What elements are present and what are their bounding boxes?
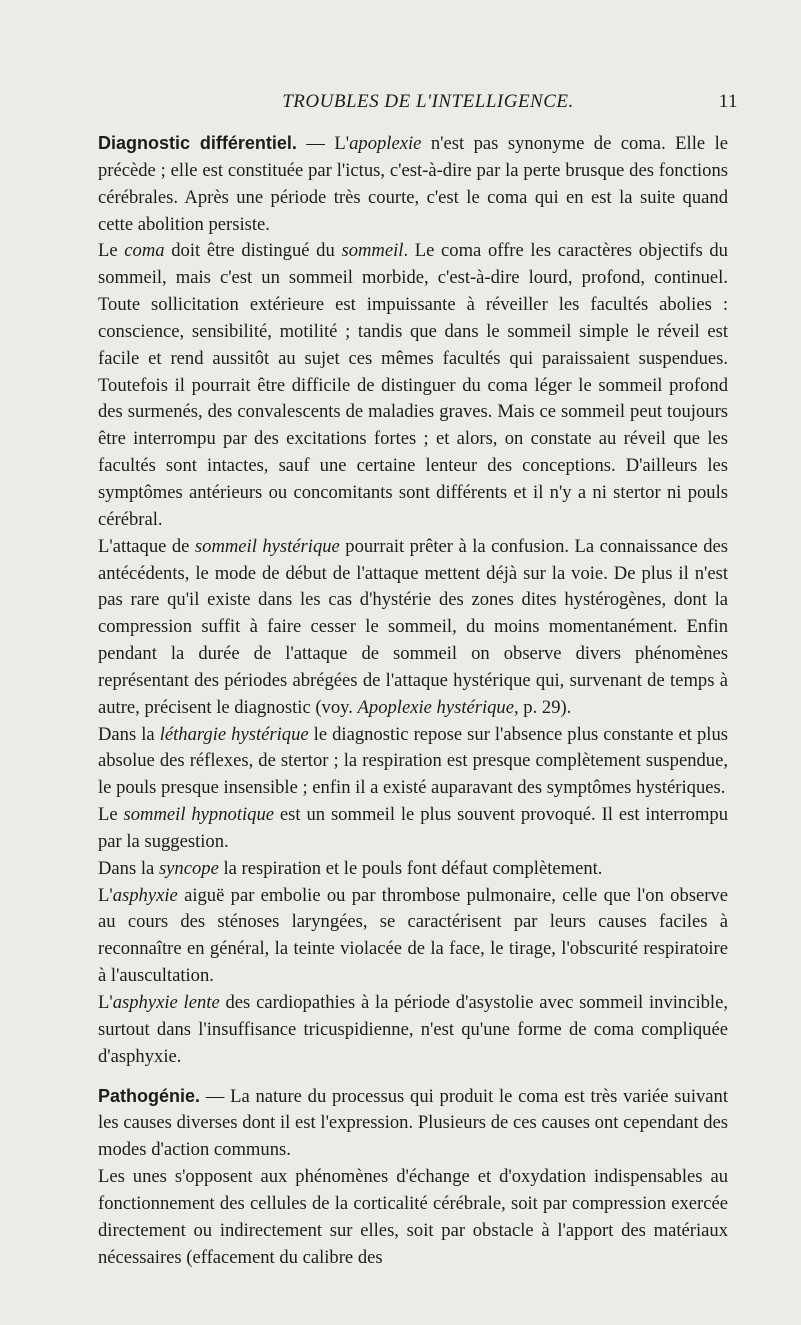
paragraph-lethargie: Dans la léthargie hystérique le diagnostic repose sur l'absence plus constante et plus absolue des réflexes, de stertor ; la respiration est presque complètement suspendue, le pouls presque insensible ; enfin il a existé auparavant des symptômes hystériques. [98, 723, 729, 799]
paragraph-asphyxie-lente: L'asphyxie lente des cardiopathies à la période d'asystolie avec sommeil invincible, surtout dans l'insuffisance tricuspidienne, n'est qu'une forme de coma compliquée d'asphyxie. [98, 992, 728, 1067]
paragraph-pathogenie-intro: Pathogénie. — La nature du processus qui produit le coma est très variée suivant les causes diverses dont il est l'expression. Plusieurs de ces causes ont cependant des modes d'action communs. [98, 1085, 728, 1161]
section-heading-pathogenie: Pathogénie. [98, 1085, 201, 1106]
paragraph-sommeil-hypnotique: Le sommeil hypnotique est un sommeil le plus souvent provoqué. Il est interrompu par la suggestion. [98, 804, 729, 852]
paragraph-coma-sommeil: Le coma doit être distingué du sommeil. Le coma offre les caractères objectifs du sommeil, mais c'est un sommeil morbide, c'est-à-dire lourd, profond, continuel. Toute sollicitation extérieure est impuissante à réveiller les facultés abolies : conscience, sensibilité, motilité ; tandis que dans le sommeil simple le réveil est facile et rend aussitôt au sujet ces mêmes facultés qui paraissaient suspendues. Toutefois il pourrait être difficile de distinguer du coma léger le sommeil profond des surmenés, des convalescents de maladies graves. Mais ce sommeil peut toujours être interrompu par des excitations fortes ; et alors, on constate au réveil que les facultés sont intactes, sauf une certaine lenteur des conceptions. D'ailleurs les symptômes antérieurs ou concomitants sont différents et il n'y a ni stertor ni pouls cérébral. [98, 240, 728, 530]
section-spacer [98, 1071, 728, 1083]
body-text [98, 130, 728, 1271]
paragraph-syncope: Dans la syncope la respiration et le pouls font défaut complètement. [98, 857, 603, 879]
page-number: 11 [718, 91, 738, 112]
paragraph-pathogenie-causes: Les unes s'opposent aux phénomènes d'échange et d'oxydation indispensables au fonctionnement des cellules de la corticalité cérébrale, soit par compression exercée directement ou indirectement sur elles, soit par obstacle à l'apport des matériaux nécessaires (effacement du calibre des [98, 1166, 728, 1268]
running-header [118, 91, 738, 117]
paragraph-sommeil-hysterique: L'attaque de sommeil hystérique pourrait prêter à la confusion. La connaissance des antécédents, le mode de début de l'attaque mettent déjà sur la voie. De plus il n'est pas rare qu'il existe dans les cas d'hystérie des zones dites hystérogènes, dont la compression suffit à faire cesser le sommeil, du moins momentanément. Enfin pendant la durée de l'attaque de sommeil on observe divers phénomènes représentant des périodes abrégées de l'attaque hystérique qui, survenant de temps à autre, précisent le diagnostic (voy. Apoplexie hystérique, p. 29). [98, 535, 728, 718]
paragraph-diagnostic-intro: Diagnostic différentiel. — L'apoplexie n'est pas synonyme de coma. Elle le précède ; elle est constituée par l'ictus, c'est-à-dire par la perte brusque des fonctions cérébrales. Après une période très courte, c'est le coma qui en est la suite quand cette abolition persiste. [98, 133, 729, 235]
paragraph-asphyxie-aigue: L'asphyxie aiguë par embolie ou par thrombose pulmonaire, celle que l'on observe au cours des sténoses laryngées, se caractérisent par leurs causes faciles à reconnaître en général, la teinte violacée de la face, le tirage, l'obscurité respiratoire à l'auscultation. [98, 884, 728, 987]
section-heading-diagnostic: Diagnostic différentiel. [98, 133, 297, 153]
running-title: TROUBLES DE L'INTELLIGENCE. [282, 91, 574, 112]
